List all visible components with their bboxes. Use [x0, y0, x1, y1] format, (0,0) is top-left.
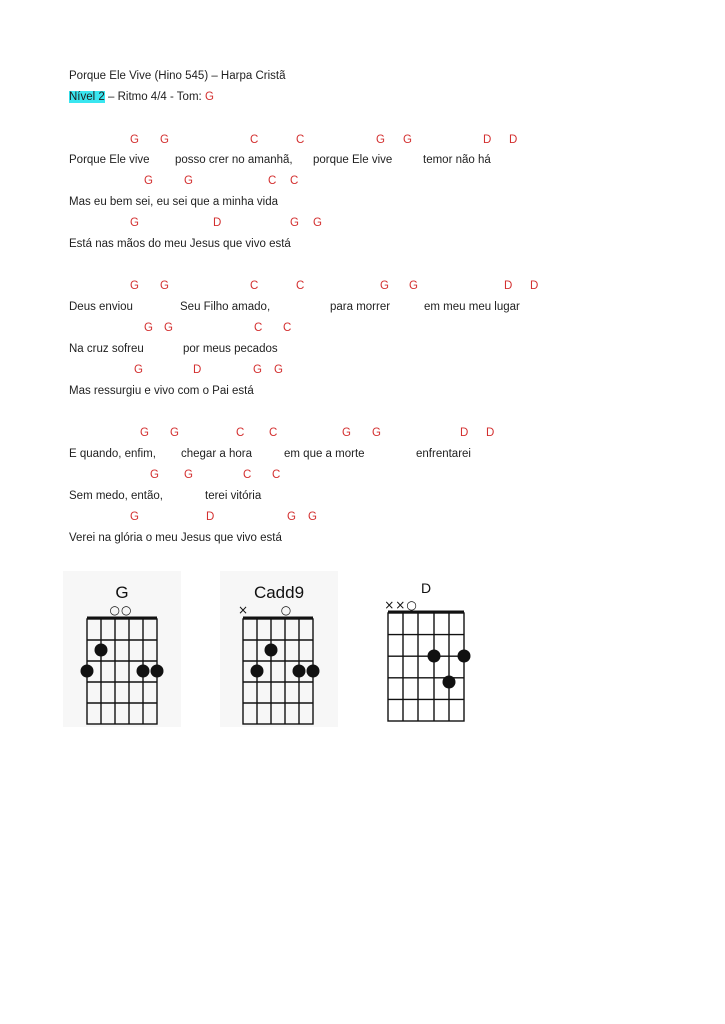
key-value: G	[204, 91, 214, 103]
chord: C	[283, 322, 292, 334]
chord: D	[530, 280, 539, 292]
chord: G	[403, 134, 412, 146]
chord: G	[130, 217, 139, 229]
chord: D	[213, 217, 222, 229]
chord: G	[144, 322, 153, 334]
chord-diagram-d	[374, 571, 484, 727]
open-marker: ○	[280, 603, 292, 617]
chord: G	[150, 469, 159, 481]
chord: G	[184, 469, 193, 481]
chord: G	[308, 511, 317, 523]
lyric: temor não há	[423, 154, 491, 166]
lyric: Sem medo, então,	[69, 490, 163, 502]
chord: G	[140, 427, 149, 439]
chord: D	[206, 511, 215, 523]
lyric: Mas ressurgiu e vivo com o Pai está	[69, 385, 254, 397]
chord-name: D	[420, 580, 432, 596]
lyric: chegar a hora	[181, 448, 252, 460]
chord: C	[250, 134, 259, 146]
chord: G	[290, 217, 299, 229]
song-title: Porque Ele Vive (Hino 545) – Harpa Cristã	[69, 70, 286, 82]
lyric: Verei na glória o meu Jesus que vivo está	[69, 532, 282, 544]
chord: G	[184, 175, 193, 187]
lyric: Seu Filho amado,	[180, 301, 271, 313]
lyric: para morrer	[330, 301, 391, 313]
chord: G	[376, 134, 385, 146]
chord-name: G	[115, 583, 129, 602]
chord: C	[296, 134, 305, 146]
chord: G	[130, 280, 139, 292]
chord: C	[250, 280, 259, 292]
fretboard-grid	[388, 612, 464, 721]
chord: D	[483, 134, 492, 146]
chord: G	[342, 427, 351, 439]
lyric: em meu meu lugar	[424, 301, 520, 313]
chord: C	[243, 469, 252, 481]
chord: G	[144, 175, 153, 187]
lyric: em que a morte	[284, 448, 365, 460]
chord: D	[509, 134, 518, 146]
chord: C	[236, 427, 245, 439]
lyric: Mas eu bem sei, eu sei que a minha vida	[69, 196, 279, 208]
chord: C	[272, 469, 281, 481]
lyric: enfrentarei	[416, 448, 471, 460]
lyric: E quando, enfim,	[69, 448, 156, 460]
song-info	[69, 90, 214, 104]
chord: G	[409, 280, 418, 292]
lyric: Na cruz sofreu	[69, 343, 144, 355]
chord: G	[160, 134, 169, 146]
chord: C	[296, 280, 305, 292]
chord: G	[130, 134, 139, 146]
lyric: Porque Ele vive	[69, 154, 150, 166]
chord: G	[164, 322, 173, 334]
chord: G	[380, 280, 389, 292]
lyric: Deus enviou	[69, 301, 133, 313]
chord: D	[504, 280, 513, 292]
chord: C	[268, 175, 277, 187]
chord: D	[193, 364, 202, 376]
chord: D	[460, 427, 469, 439]
level-badge: Nível 2	[69, 91, 105, 103]
chord: C	[290, 175, 299, 187]
chord-name: Cadd9	[253, 583, 305, 602]
open-mute-markers: ××○	[384, 598, 418, 612]
lyric: Está nas mãos do meu Jesus que vivo está	[69, 238, 291, 250]
open-mute-markers: ○○	[109, 603, 133, 617]
chord: G	[170, 427, 179, 439]
chord: G	[130, 511, 139, 523]
lyric: terei vitória	[205, 490, 262, 502]
lyric: porque Ele vive	[313, 154, 393, 166]
chord: G	[253, 364, 262, 376]
lyric: posso crer no amanhã,	[175, 154, 293, 166]
rhythm-text: – Ritmo 4/4 - Tom:	[104, 91, 205, 103]
chord-diagram-g	[63, 571, 181, 727]
chord: G	[160, 280, 169, 292]
chord: C	[254, 322, 263, 334]
chord: G	[134, 364, 143, 376]
chord: C	[269, 427, 278, 439]
lyric: por meus pecados	[183, 343, 278, 355]
chord-diagram-cadd9	[220, 571, 338, 727]
chord: G	[287, 511, 296, 523]
mute-marker: ×	[237, 603, 249, 617]
chord: D	[486, 427, 495, 439]
chord: G	[274, 364, 283, 376]
chord: G	[313, 217, 322, 229]
chord: G	[372, 427, 381, 439]
